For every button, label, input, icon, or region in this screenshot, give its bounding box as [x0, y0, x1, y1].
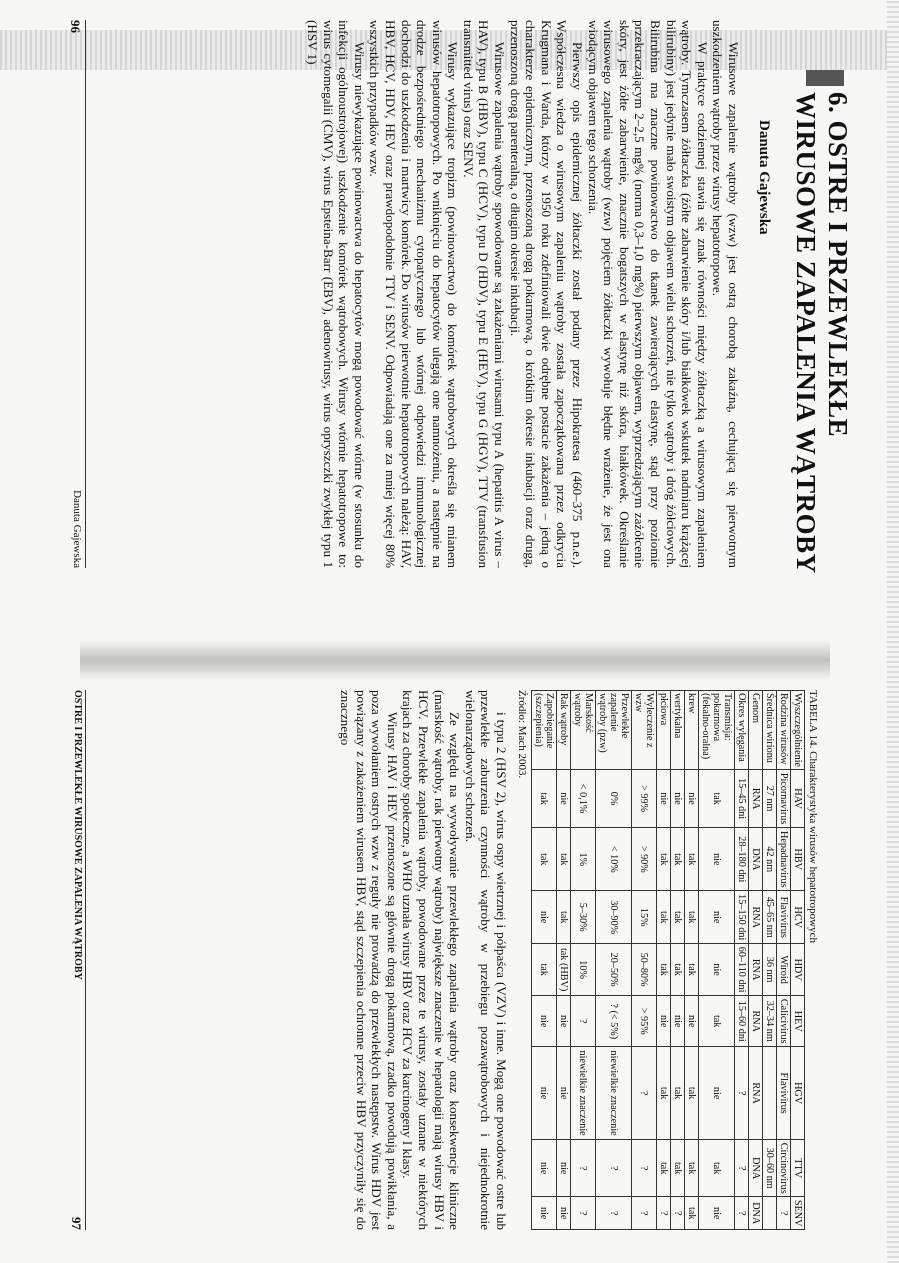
right-page — [159, 690, 819, 1230]
table-row-label: Okres wylęgania — [735, 691, 749, 770]
table-cell: RNA — [749, 1047, 763, 1140]
table-row-label: Genom — [749, 691, 763, 770]
chapter-author: Danuta Gajewska — [756, 120, 772, 235]
table-cell: nie — [685, 770, 699, 828]
table-cell: nie — [532, 1047, 557, 1140]
table-cell: ? — [571, 1139, 596, 1197]
table-row — [699, 691, 735, 1230]
table-cell: ? — [735, 1139, 749, 1197]
table-cell: tak — [699, 1139, 735, 1197]
table-row — [532, 691, 557, 1230]
table-cell: nie — [657, 996, 671, 1047]
table-cell: tak — [532, 944, 557, 996]
table-cell: DNA — [749, 1197, 763, 1230]
table-cell: 60–110 dni — [735, 944, 749, 996]
table-cell: 50–80% — [632, 944, 657, 996]
table-cell: Flavivirus — [777, 891, 791, 944]
table-row-label: Przewlekłe zapalenie wątroby (pzw) — [596, 691, 632, 770]
table-header-cell: HBV — [791, 828, 805, 891]
table-row-label: Średnica wirionu — [763, 691, 777, 770]
table-cell: ? — [735, 1197, 749, 1230]
table-cell: tak — [657, 944, 671, 996]
table-cell: nie — [532, 1197, 557, 1230]
table-source: Źródło: Mach 2003. — [516, 690, 528, 779]
page-number: 96 — [68, 20, 83, 33]
table-cell: RNA — [749, 770, 763, 828]
table-cell: nie — [699, 828, 735, 891]
table-cell: 5–30% — [571, 891, 596, 944]
table-cell: niewielkie znaczenie — [596, 1047, 632, 1140]
left-page-body — [304, 20, 741, 568]
table-cell: RNA — [749, 944, 763, 996]
table-header-cell: HCV — [791, 891, 805, 944]
table-cell — [763, 1197, 777, 1230]
table-cell: ? (< 5%) — [596, 996, 632, 1047]
table-cell: 15% — [632, 891, 657, 944]
table-caption: TABELA 14. Charakterystyka wirusów hepatotropowych — [807, 690, 819, 943]
table-row-label: Wyleczenie z wzw — [632, 691, 657, 770]
table-cell: 10% — [571, 944, 596, 996]
table-cell: nie — [699, 1197, 735, 1230]
table-cell: tak — [685, 891, 699, 944]
paragraph: Wirusowe zapalenia wątroby spowodowane są zakażeniami wirusami typu A (hepatitis A virus – HAV), typu B (HBV), typu C (HCV), typu D (HDV), typu E (HEV), typu G (HGV), TTV (transfusion transmitted virus) oraz SENV. — [460, 20, 508, 568]
table-cell: nie — [557, 1047, 571, 1140]
table-cell: tak — [557, 828, 571, 891]
table-cell: tak — [671, 828, 685, 891]
table-cell: DNA — [749, 828, 763, 891]
table-cell: RNA — [749, 891, 763, 944]
table-cell: > 90% — [632, 828, 657, 891]
table-cell: 30–90% — [596, 891, 632, 944]
table-row-label: wertykalna — [671, 691, 685, 770]
table-cell: nie — [699, 944, 735, 996]
table-cell: tak — [532, 828, 557, 891]
table-row — [763, 691, 777, 1230]
table-cell: ? — [571, 996, 596, 1047]
table-cell: nie — [532, 1139, 557, 1197]
table-cell: tak — [671, 1139, 685, 1197]
table-cell: tak — [685, 828, 699, 891]
table-cell: 42 nm — [763, 828, 777, 891]
table-cell: 1% — [571, 828, 596, 891]
table-header-cell: SENV — [791, 1197, 805, 1230]
table-cell: tak — [657, 828, 671, 891]
table-cell: tak — [699, 996, 735, 1047]
chapter-marker-bar — [806, 70, 844, 86]
table-cell: tak — [557, 891, 571, 944]
table-cell: < 10% — [596, 828, 632, 891]
paragraph: Wirusy niewykazujące powinowactwa do hepatocytów mogą powodować wtórne (w stosunku do infekcji ogólnoustrojowej) uszkodzenie komórek wątrobowych. Wirusy wtórnie hepatotropowe to: wirus cytomegalii (CMV), wirus Epsteina-Barr (EBV), adenowirusy, wirus opryszczki zwykłej typu 1 (HSV 1) — [304, 20, 367, 568]
table-cell: nie — [671, 770, 685, 828]
table-cell: nie — [557, 770, 571, 828]
page-number: 97 — [69, 1217, 84, 1230]
table-row-label: Zapobieganie (szczepienia) — [532, 691, 557, 770]
table-cell: tak — [685, 944, 699, 996]
table-cell: ? — [777, 1197, 791, 1230]
table-cell: tak — [657, 891, 671, 944]
table-header-row — [791, 691, 805, 1230]
table-cell: 30–60 nm — [763, 1139, 777, 1197]
table-cell: ? — [671, 1197, 685, 1230]
right-page-body — [337, 690, 509, 1230]
table-cell: tak — [685, 1047, 699, 1140]
table-header-cell: HDV — [791, 944, 805, 996]
table-cell: Flavivirus — [777, 1047, 791, 1140]
table-row — [685, 691, 699, 1230]
table-cell: > 95% — [632, 996, 657, 1047]
table-cell: ? — [632, 1047, 657, 1140]
table-cell: tak — [685, 1197, 699, 1230]
running-head: OSTRE I PRZEWLEKŁE WIRUSOWE ZAPALENIA WĄTROBY — [72, 690, 83, 980]
table-header-cell: HEV — [791, 996, 805, 1047]
left-page-footer — [67, 20, 86, 568]
table-cell: DNA — [749, 1139, 763, 1197]
table-cell — [763, 1047, 777, 1140]
table-cell: 15–60 dni — [735, 996, 749, 1047]
table-row — [557, 691, 571, 1230]
table-cell: tak — [699, 770, 735, 828]
table-cell: nie — [699, 1047, 735, 1140]
table-row — [671, 691, 685, 1230]
table-cell: 15–150 dni — [735, 891, 749, 944]
table-cell: nie — [557, 1139, 571, 1197]
table-cell: nie — [532, 891, 557, 944]
paragraph: W praktyce codziennej stawia się znak równości między żółtaczką a wirusowym zapaleniem wątroby. Tymczasem żółtaczka (żółte zabarwienie skóry i/lub białkówek wskutek nadmiaru krążącej bilirubiny) jest jedynie mało swoistym objawem wielu schorzeń, nie tylko wątroby i dróg żółciowych. Bilirubina ma znaczne powinowactwo do tkanek zawierających elastynę, stąd przy poziomie przekraczającym 2–2,5 mg% (norma 0,3–1,0 mg%) pierwszym objawem, wyprzedzającym zażółcenie skóry, jest żółte zabarwienie, znacznie bogatszych w elastynę niż skóra, białkówek. Określanie wirusowego zapalenia wątroby (wzw) pojęciem żółtaczki wywołuje błędne wrażenie, że jest ona wiodącym objawem tego schorzenia. — [585, 20, 710, 568]
table-cell: nie — [685, 996, 699, 1047]
table-cell: 28–180 dni — [735, 828, 749, 891]
table-cell: Circinovirus — [777, 1139, 791, 1197]
book-gutter-shadow — [80, 640, 830, 680]
table-header-cell: Wyszczególnienie — [791, 691, 805, 770]
paragraph: i typu 2 (HSV 2), wirus ospy wietrznej i półpaśca (VZV) i inne. Mogą one powodować ostre lub przewlekłe zaburzenia czynności wątroby w przebiegu pozawątrobowych i niejednokrotnie wielonarządowych schorzeń. — [462, 690, 509, 1230]
paragraph: Wirusowe zapalenie wątroby (wzw) jest ostrą chorobą zakaźną, cechującą się pierwotnym uszkodzeniem wątroby przez wirusy hepatotropowe. — [710, 20, 741, 568]
hepatotropic-virus-table — [531, 690, 805, 1230]
table-row-label: płciowa — [657, 691, 671, 770]
table-cell: tak — [532, 770, 557, 828]
table-row — [596, 691, 632, 1230]
table-cell: ? — [632, 1139, 657, 1197]
table-header-cell: TTV — [791, 1139, 805, 1197]
table-row-label: Marskość wątroby — [571, 691, 596, 770]
table-cell: ? — [632, 1197, 657, 1230]
table-cell: Wiroid — [777, 944, 791, 996]
table-cell: ? — [735, 1047, 749, 1140]
table-cell: ? — [596, 1139, 632, 1197]
table-cell: ? — [657, 1197, 671, 1230]
table-row-label: Transmisja: pokarmowa (fekalno-oralna) — [699, 691, 735, 770]
table-row — [657, 691, 671, 1230]
paragraph: Pierwszy opis epidemicznej żółtaczki został podany przez Hipokratesa (460–375 p.n.e.). Współczesna wiedza o wirusowym zapaleniu wątroby została zapoczątkowana przez odkrycia Krugmana i Warda, którzy w 1950 roku zdefiniowali dwie odrębne postacie zakażenia – jedną o charakterze epidemicznym, przenoszoną drogą pokarmową, o krótkim okresie inkubacji oraz drugą, przenoszoną drogą parenteralną, o długim okresie inkubacji. — [507, 20, 586, 568]
table-cell: niewielkie znaczenie — [571, 1047, 596, 1140]
table-row-label: Rak wątroby — [557, 691, 571, 770]
table-cell: 45–65 nm — [763, 891, 777, 944]
table-cell: tak — [657, 1139, 671, 1197]
table-cell: tak — [671, 891, 685, 944]
table-cell: 27 nm — [763, 770, 777, 828]
table-cell: nie — [699, 891, 735, 944]
paragraph: Wirusy wykazujące tropizm (powinowactwo) do komórek wątrobowych określa się mianem wirusów hepatotropowych. Po wniknięciu do hepatocytów ulegają one namnożeniu, a następnie na drodze bezpośredniego mechanizmu cytopatycznego lub wtórnej odpowiedzi immunologicznej dochodzi do uszkodzenia i martwicy komórek. Do wirusów pierwotnie hepatotropowych należą: HAV, HBV, HCV, HDV, HEV oraz prawdopodobnie TTV i SENV. Odpowiadają one za mniej więcej 80% wszystkich przypadków wzw. — [367, 20, 461, 568]
table-cell: > 99% — [632, 770, 657, 828]
table-cell: RNA — [749, 996, 763, 1047]
table-row — [571, 691, 596, 1230]
table-cell: 15–45 dni — [735, 770, 749, 828]
table-cell: tak — [671, 1047, 685, 1140]
table-header-cell: HAV — [791, 770, 805, 828]
table-cell: 0% — [596, 770, 632, 828]
table-row — [777, 691, 791, 1230]
paragraph: Wirusy HAV i HEV przenoszone są głównie drogą pokarmową, rzadko powodują powikłania, a poza wywołaniem ostrych wzw z reguły nie prowadzą do przewlekłych następstw. Wirus HDV jest powiązany z zakażeniem wirusem HBV, stąd szczepienia ochronne przeciw HBV przyczyniły się do znacznego — [338, 690, 400, 1230]
table-cell: nie — [557, 996, 571, 1047]
chapter-title: 6. OSTRE I PRZEWLEKŁE WIRUSOWE ZAPALENIA WĄTROBY — [791, 92, 853, 574]
table-cell: tak — [657, 1047, 671, 1140]
table-cell: tak — [671, 944, 685, 996]
table-cell: tak (HBV) — [557, 944, 571, 996]
table-row — [749, 691, 763, 1230]
table-cell: 36 nm — [763, 944, 777, 996]
table-row — [632, 691, 657, 1230]
table-cell: ? — [596, 1197, 632, 1230]
footer-author: Danuta Gajewska — [71, 490, 83, 568]
table-cell: Picornavirus — [777, 770, 791, 828]
table-cell: tak — [685, 1139, 699, 1197]
table-row-label: Rodzina wirusów — [777, 691, 791, 770]
table-cell: Hepadnavirus — [777, 828, 791, 891]
table-cell: nie — [557, 1197, 571, 1230]
right-page-footer — [69, 690, 86, 1230]
table-cell: nie — [657, 770, 671, 828]
table-header-cell: HGV — [791, 1047, 805, 1140]
table-cell: Calicivirus — [777, 996, 791, 1047]
table-cell: nie — [671, 996, 685, 1047]
table-cell: nie — [532, 996, 557, 1047]
table-row — [735, 691, 749, 1230]
table-cell: 20–50% — [596, 944, 632, 996]
paragraph: Ze względu na wywoływanie przewlekłego zapalenia wątroby oraz konsekwencje kliniczne (marskość wątroby, rak pierwotny wątroby) największe znaczenie w hepatologii mają wirusy HBV i HCV. Przewlekłe zapalenia wątroby, powodowane przez te wirusy, zostały uznane w niektórych krajach za choroby społeczne, a WHO uznała wirusy HBV oraz HCV za karcinogeny I klasy. — [400, 690, 463, 1230]
table-cell: 32–34 nm — [763, 996, 777, 1047]
table-cell: < 0,1% — [571, 770, 596, 828]
table-cell: ? — [571, 1197, 596, 1230]
table-row-label: krew — [685, 691, 699, 770]
